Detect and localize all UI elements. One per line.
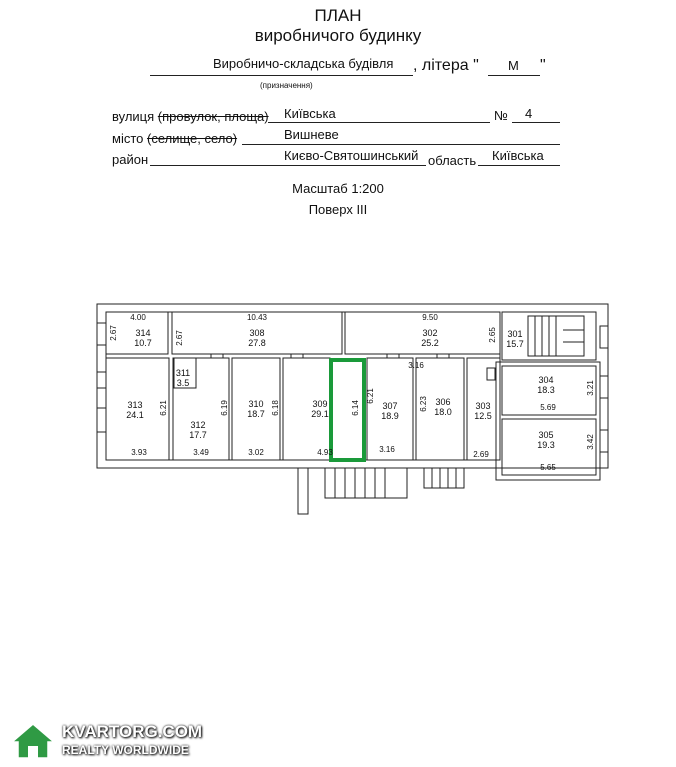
room-305-area: 19.3 xyxy=(537,440,555,450)
room-306-area: 18.0 xyxy=(434,407,452,417)
room-313-num: 313 xyxy=(127,400,143,410)
room-311-num: 311 xyxy=(175,368,191,378)
room-308-num: 308 xyxy=(249,328,265,338)
dim-side-302: 2.65 xyxy=(488,327,497,343)
room-307-area: 18.9 xyxy=(381,411,399,421)
dim-side-306: 6.23 xyxy=(419,396,428,412)
district-value: Києво-Святошинський xyxy=(284,148,419,163)
dim-bottom-303: 2.69 xyxy=(473,450,489,459)
city-label-text: місто xyxy=(112,131,144,146)
room-301-area: 15.7 xyxy=(506,339,524,349)
dim-top-314: 4.00 xyxy=(130,313,146,322)
dim-top-308: 10.43 xyxy=(246,313,268,322)
dim-bottom-313: 3.93 xyxy=(131,448,147,457)
room-313-area: 24.1 xyxy=(126,410,144,420)
room-304-num: 304 xyxy=(538,375,554,385)
litera-value: М xyxy=(508,58,519,73)
room-303-num: 303 xyxy=(475,401,491,411)
street-label-text: вулиця xyxy=(112,109,155,124)
watermark-brand: KVARTORG.COM xyxy=(62,722,203,741)
number-label: № xyxy=(494,108,508,123)
room-305-num: 305 xyxy=(538,430,554,440)
street-struck-text: (провулок, площа) xyxy=(157,109,269,124)
dim-side-313: 6.21 xyxy=(159,400,168,416)
side-stairs xyxy=(424,468,464,488)
dim-side-308: 2.67 xyxy=(175,330,184,346)
room-307-num: 307 xyxy=(382,401,398,411)
floor-label: Поверх III xyxy=(308,202,368,217)
district-label: район xyxy=(112,152,149,167)
room-311-area: 3.5 xyxy=(176,378,190,388)
plan-subtitle: виробничого будинку xyxy=(254,26,422,45)
room-309-num: 309 xyxy=(312,399,328,409)
dim-side-309: 6.14 xyxy=(351,400,360,416)
room-308-area: 27.8 xyxy=(248,338,266,348)
dim-side-310: 6.18 xyxy=(271,400,280,416)
dim-top-302: 9.50 xyxy=(422,313,438,322)
region-label: область xyxy=(428,153,477,168)
street-value: Київська xyxy=(284,106,336,121)
room-310-area: 18.7 xyxy=(247,409,265,419)
room-310-num: 310 xyxy=(248,399,264,409)
room-306-num: 306 xyxy=(435,397,451,407)
outer-wall-inner xyxy=(106,312,500,460)
room-302-num: 302 xyxy=(422,328,438,338)
dim-bottom-309: 4.93 xyxy=(317,448,333,457)
room-302-area: 25.2 xyxy=(421,338,439,348)
room-304-area: 18.3 xyxy=(537,385,555,395)
watermark-tagline: REALTY WORLDWIDE xyxy=(62,743,189,757)
purpose-note: (призначення) xyxy=(260,81,313,90)
litera-close: " xyxy=(540,57,546,74)
region-value: Київська xyxy=(492,148,544,163)
room-309-area: 29.1 xyxy=(311,409,329,419)
room-314-num: 314 xyxy=(135,328,151,338)
dim-bottom-310: 3.02 xyxy=(248,448,264,457)
dim-side-312: 6.19 xyxy=(220,400,229,416)
room-314-area: 10.7 xyxy=(134,338,152,348)
dim-side-307: 6.21 xyxy=(366,388,375,404)
entrance-stairs xyxy=(325,468,407,498)
room-312-area: 17.7 xyxy=(189,430,207,440)
house-logo-icon xyxy=(8,720,58,760)
dim-side-314: 2.67 xyxy=(109,325,118,341)
number-value: 4 xyxy=(525,106,533,121)
building-type: Виробничо-складська будівля xyxy=(213,56,394,71)
dim-side-304: 3.21 xyxy=(586,380,595,396)
dim-bottom-307: 3.16 xyxy=(379,445,395,454)
room-312-num: 312 xyxy=(190,420,206,430)
scale-label: Масштаб 1:200 xyxy=(292,181,384,196)
litera-label: , літера " xyxy=(413,57,479,74)
plan-title: ПЛАН xyxy=(314,6,362,25)
room-301-num: 301 xyxy=(507,329,523,339)
dim-bottom-304: 5.69 xyxy=(540,403,556,412)
dim-top-306: 3.16 xyxy=(408,361,424,370)
dim-bottom-312: 3.49 xyxy=(193,448,209,457)
city-value: Вишневе xyxy=(284,127,339,142)
dim-side-305: 3.42 xyxy=(586,434,595,450)
entrance-post xyxy=(298,468,308,514)
dim-bottom-305: 5.65 xyxy=(540,463,556,472)
room-303-area: 12.5 xyxy=(474,411,492,421)
city-struck-text: (селище, село) xyxy=(147,131,238,146)
